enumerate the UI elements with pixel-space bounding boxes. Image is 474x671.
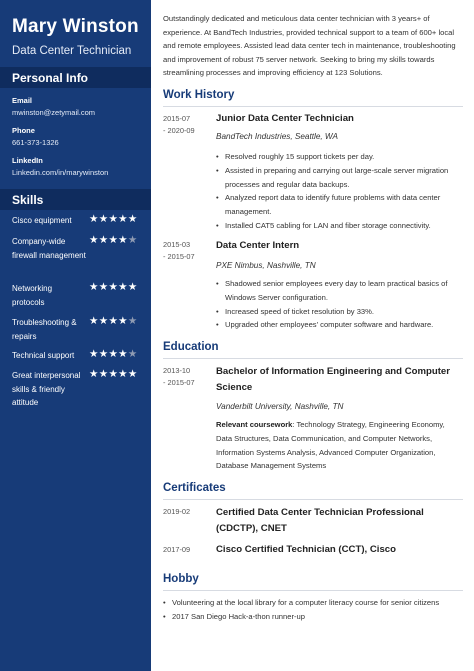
sidebar xyxy=(0,0,151,671)
star-icon: ★ xyxy=(98,213,109,225)
star-icon: ★ xyxy=(108,213,119,225)
star-icon: ★ xyxy=(118,368,128,380)
skill-name: Cisco equipment xyxy=(12,216,72,225)
job-title: Data Center Technician xyxy=(12,45,132,57)
summary-text: Outstandingly dedicated and meticulous data center technician with 3 years+ of experience. At BandTech Industries, provided technical support to a team of 600+ local and remote employees. Assisted lead data center tech in maintenance, troubleshooting and improvement of robust 75 server network. Seeking to bring my skills towards streamlining processes and improving efficiency at 123 Solutions. xyxy=(163,14,456,78)
coursework-label: Relevant coursework xyxy=(216,420,293,429)
email-value[interactable]: mwinston@zetymail.com xyxy=(12,108,96,117)
skill-rating xyxy=(89,315,138,329)
star-icon: ★ xyxy=(98,348,109,360)
job-date-start: 2015-07 xyxy=(163,114,191,123)
list-item: • 2017 San Diego Hack-a-thon runner-up xyxy=(163,610,463,624)
list-item: • Analyzed report data to identify future problems with data center management. xyxy=(216,191,462,219)
skills-heading: Skills xyxy=(0,189,151,210)
cert-date: 2017-09 xyxy=(163,545,191,554)
list-item: • Upgraded other employees' computer software and hardware. xyxy=(216,318,462,332)
email-label: Email xyxy=(12,96,33,105)
cert-date: 2019-02 xyxy=(163,507,191,516)
star-icon: ★ xyxy=(118,315,128,327)
skill-rating xyxy=(89,348,138,362)
main-content xyxy=(151,0,474,671)
star-icon: ★ xyxy=(127,281,138,293)
star-icon: ★ xyxy=(118,213,128,225)
job-date-start: 2015-03 xyxy=(163,240,191,249)
school-name: Vanderbilt University, Nashville, TN xyxy=(216,402,344,411)
star-icon: ★ xyxy=(127,348,138,360)
skill-rating xyxy=(89,368,138,382)
hobby-list xyxy=(163,596,463,623)
phone-label: Phone xyxy=(12,126,35,135)
star-icon: ★ xyxy=(98,281,109,293)
certificates-heading: Certificates xyxy=(163,482,226,494)
star-icon: ★ xyxy=(108,281,119,293)
list-item: • Shadowed senior employees every day to learn practical basics of Windows Server configuration. xyxy=(216,277,462,305)
star-icon: ★ xyxy=(98,368,109,380)
star-icon: ★ xyxy=(108,348,119,360)
star-icon: ★ xyxy=(127,368,138,380)
star-icon: ★ xyxy=(98,315,109,327)
list-item: • Increased speed of ticket resolution by 33%. xyxy=(216,305,462,319)
skill-name: Networking protocols xyxy=(12,284,53,307)
hobby-heading: Hobby xyxy=(163,573,199,585)
skill-rating xyxy=(89,213,138,227)
candidate-name: Mary Winston xyxy=(12,16,139,37)
edu-date-end: - 2015-07 xyxy=(163,378,195,387)
coursework xyxy=(216,418,462,473)
job-bullets xyxy=(216,277,462,332)
star-icon: ★ xyxy=(89,315,99,327)
star-icon: ★ xyxy=(98,234,109,246)
star-icon: ★ xyxy=(89,281,99,293)
star-icon: ★ xyxy=(127,213,138,225)
skill-name: Company-wide firewall management xyxy=(12,237,86,260)
work-history-heading: Work History xyxy=(163,89,235,101)
star-icon: ★ xyxy=(127,234,138,246)
skill-name: Troubleshooting & repairs xyxy=(12,318,77,341)
personal-info-heading: Personal Info xyxy=(0,67,151,88)
section-divider xyxy=(163,106,463,107)
job-company: BandTech Industries, Seattle, WA xyxy=(216,132,338,141)
list-item: • Assisted in preparing and carrying out large-scale server migration processes and regular data backups. xyxy=(216,164,462,192)
star-icon: ★ xyxy=(118,281,128,293)
job-bullets xyxy=(216,150,462,233)
star-icon: ★ xyxy=(89,348,99,360)
star-icon: ★ xyxy=(118,348,128,360)
section-divider xyxy=(163,499,463,500)
list-item: • Volunteering at the local library for a computer literacy course for senior citizens xyxy=(163,596,463,610)
star-icon: ★ xyxy=(118,234,128,246)
section-divider xyxy=(163,590,463,591)
edu-date-start: 2013-10 xyxy=(163,366,191,375)
job-company: PXE Nimbus, Nashville, TN xyxy=(216,261,316,270)
education-heading: Education xyxy=(163,341,219,353)
star-icon: ★ xyxy=(89,234,99,246)
linkedin-label: LinkedIn xyxy=(12,156,43,165)
job-title-entry: Junior Data Center Technician xyxy=(216,113,354,124)
job-title-entry: Data Center Intern xyxy=(216,240,300,251)
skill-name: Great interpersonal skills & friendly attitude xyxy=(12,371,81,407)
star-icon: ★ xyxy=(89,368,99,380)
skill-rating xyxy=(89,234,138,248)
coursework-list: : Technology Strategy, Engineering Economy, Data Structures, Data Communication, and Computer Networks, Information Systems Analysis, Advanced Computer Organization, Database Management Systems xyxy=(216,420,445,471)
list-item: • Resolved roughly 15 support tickets per day. xyxy=(216,150,462,164)
job-date-end: - 2015-07 xyxy=(163,252,195,261)
list-item: • Installed CAT5 cabling for LAN and fiber storage connectivity. xyxy=(216,219,462,233)
cert-title: Cisco Certified Technician (CCT), Cisco xyxy=(216,544,396,555)
star-icon: ★ xyxy=(108,368,119,380)
skill-rating xyxy=(89,281,138,295)
linkedin-value[interactable]: Linkedin.com/in/marywinston xyxy=(12,168,109,177)
star-icon: ★ xyxy=(89,213,99,225)
job-date-end: - 2020-09 xyxy=(163,126,195,135)
section-divider xyxy=(163,358,463,359)
skill-name: Technical support xyxy=(12,351,75,360)
star-icon: ★ xyxy=(108,234,119,246)
star-icon: ★ xyxy=(108,315,119,327)
cert-title: Certified Data Center Technician Professional (CDCTP), CNET xyxy=(216,507,424,534)
degree-title: Bachelor of Information Engineering and Computer Science xyxy=(216,366,450,393)
star-icon: ★ xyxy=(127,315,138,327)
phone-value: 661-373-1326 xyxy=(12,138,59,147)
